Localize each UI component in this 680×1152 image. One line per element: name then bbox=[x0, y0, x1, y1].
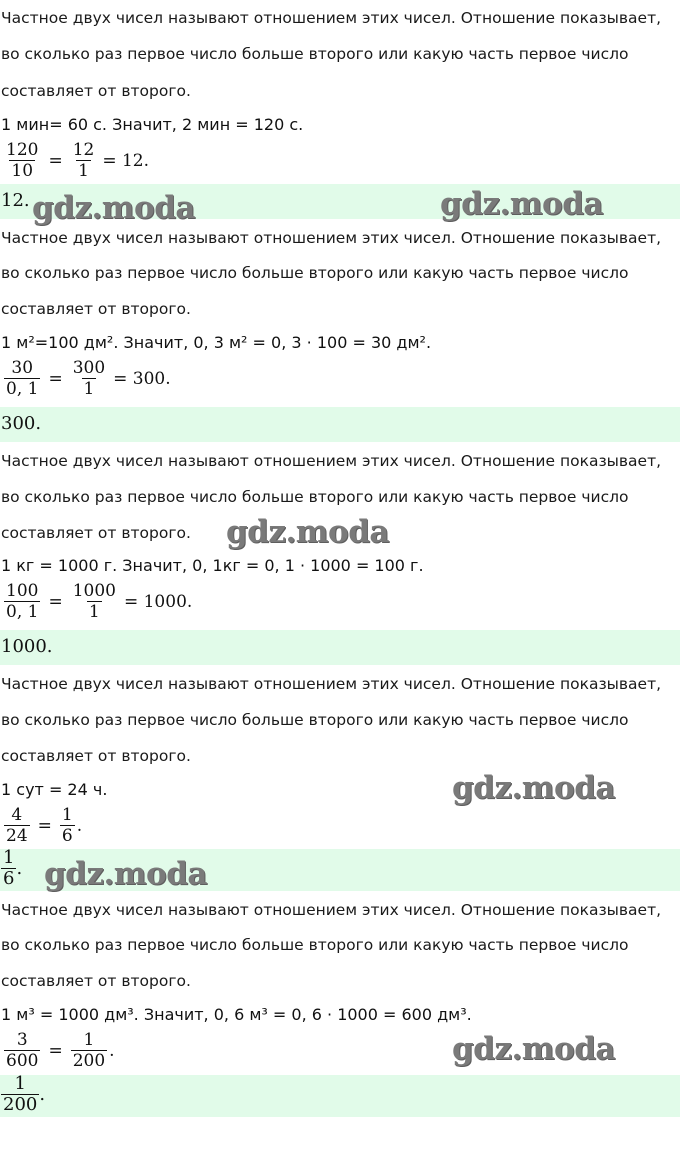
fraction bbox=[1, 1075, 39, 1115]
equation-tail: . bbox=[109, 1040, 115, 1061]
definition-line: составляет от второго. bbox=[1, 524, 191, 542]
equation-tail: = 300. bbox=[113, 368, 171, 389]
numerator: 12 bbox=[72, 140, 95, 160]
numerator: 300 bbox=[72, 358, 106, 378]
equation-tail: = 12. bbox=[102, 150, 150, 171]
numerator: 4 bbox=[11, 805, 23, 825]
watermark-logo: gdz.moda bbox=[452, 1031, 615, 1067]
definition-line: Частное двух чисел называют отношением этих чисел. Отношение показывает, bbox=[1, 675, 662, 693]
denominator: 1 bbox=[78, 161, 89, 181]
answer-tail: . bbox=[39, 1084, 46, 1105]
definition-line: во сколько раз первое число больше второго или какую часть первое число bbox=[1, 711, 629, 729]
fraction bbox=[2, 581, 42, 622]
equals-sign: = bbox=[48, 150, 63, 171]
definition-line: во сколько раз первое число больше второго или какую часть первое число bbox=[1, 488, 629, 506]
answer-tail: . bbox=[16, 858, 23, 879]
calculation-line: 1 м²=100 дм². Значит, 0, 3 м² = 0, 3 · 100 = 30 дм². bbox=[1, 333, 432, 352]
equals-sign: = bbox=[37, 815, 52, 836]
denominator: 1 bbox=[88, 602, 100, 622]
denominator: 200 bbox=[3, 1094, 38, 1115]
calculation-line: 1 сут = 24 ч. bbox=[1, 780, 108, 799]
numerator: 120 bbox=[6, 140, 39, 160]
fraction-equation bbox=[2, 805, 82, 846]
definition-line: Частное двух чисел называют отношением этих чисел. Отношение показывает, bbox=[1, 9, 662, 27]
fraction bbox=[2, 805, 32, 846]
calculation-line: 1 кг = 1000 г. Значит, 0, 1кг = 0, 1 · 1000 = 100 г. bbox=[1, 556, 424, 575]
numerator: 1 bbox=[61, 805, 73, 825]
denominator: 6 bbox=[3, 868, 15, 889]
denominator: 0, 1 bbox=[6, 379, 39, 399]
answer-value: 12. bbox=[1, 190, 30, 211]
fraction bbox=[69, 140, 99, 181]
fraction bbox=[2, 1030, 42, 1071]
equation-tail: . bbox=[76, 815, 83, 836]
denominator: 1 bbox=[83, 379, 95, 399]
equation-tail: = 1000. bbox=[123, 591, 193, 612]
watermark-logo: gdz.moda bbox=[32, 190, 195, 226]
fraction-equation bbox=[2, 358, 171, 399]
definition-line: составляет от второго. bbox=[1, 747, 191, 765]
fraction-equation bbox=[2, 581, 192, 622]
definition-line: Частное двух чисел называют отношением этих чисел. Отношение показывает, bbox=[1, 229, 662, 247]
fraction bbox=[69, 581, 120, 622]
numerator: 3 bbox=[16, 1030, 28, 1050]
equals-sign: = bbox=[48, 591, 63, 612]
answer-box bbox=[0, 630, 680, 665]
denominator: 10 bbox=[11, 161, 34, 181]
answer-value: 300. bbox=[1, 413, 42, 434]
calculation-line: 1 м³ = 1000 дм³. Значит, 0, 6 м³ = 0, 6 · 1000 = 600 дм³. bbox=[1, 1005, 472, 1024]
watermark-logo: gdz.moda bbox=[44, 856, 207, 892]
fraction-equation bbox=[2, 140, 149, 181]
numerator: 1 bbox=[3, 849, 15, 868]
definition-line: составляет от второго. bbox=[1, 300, 191, 318]
definition-line: во сколько раз первое число больше второго или какую часть первое число bbox=[1, 264, 629, 282]
fraction bbox=[69, 358, 109, 399]
answer-box bbox=[0, 1075, 680, 1117]
fraction bbox=[2, 358, 42, 399]
watermark-logo: gdz.moda bbox=[452, 770, 615, 806]
numerator: 1000 bbox=[72, 581, 116, 601]
numerator: 1 bbox=[83, 1030, 95, 1050]
watermark-logo: gdz.moda bbox=[440, 186, 603, 222]
equals-sign: = bbox=[48, 1040, 63, 1061]
definition-line: составляет от второго. bbox=[1, 82, 191, 100]
watermark-logo: gdz.moda bbox=[226, 514, 389, 550]
definition-line: Частное двух чисел называют отношением этих чисел. Отношение показывает, bbox=[1, 452, 662, 470]
numerator: 1 bbox=[14, 1075, 26, 1094]
denominator: 24 bbox=[6, 826, 28, 846]
answer-box bbox=[0, 407, 680, 442]
fraction-equation bbox=[2, 1030, 115, 1071]
numerator: 100 bbox=[6, 581, 39, 601]
definition-line: во сколько раз первое число больше второго или какую часть первое число bbox=[1, 936, 629, 954]
denominator: 200 bbox=[72, 1051, 106, 1071]
fraction bbox=[58, 805, 77, 846]
answer-fraction bbox=[1, 1075, 45, 1115]
answer-value: 1000. bbox=[1, 636, 53, 657]
equals-sign: = bbox=[48, 368, 63, 389]
fraction bbox=[69, 1030, 109, 1071]
fraction bbox=[2, 140, 42, 181]
answer-fraction bbox=[1, 849, 22, 889]
calculation-line: 1 мин= 60 с. Значит, 2 мин = 120 с. bbox=[1, 115, 304, 134]
fraction bbox=[1, 849, 16, 889]
definition-line: составляет от второго. bbox=[1, 972, 191, 990]
definition-line: во сколько раз первое число больше второго или какую часть первое число bbox=[1, 45, 629, 63]
denominator: 0, 1 bbox=[6, 602, 39, 622]
numerator: 30 bbox=[11, 358, 34, 378]
definition-line: Частное двух чисел называют отношением этих чисел. Отношение показывает, bbox=[1, 901, 662, 919]
denominator: 6 bbox=[61, 826, 73, 846]
denominator: 600 bbox=[6, 1051, 39, 1071]
